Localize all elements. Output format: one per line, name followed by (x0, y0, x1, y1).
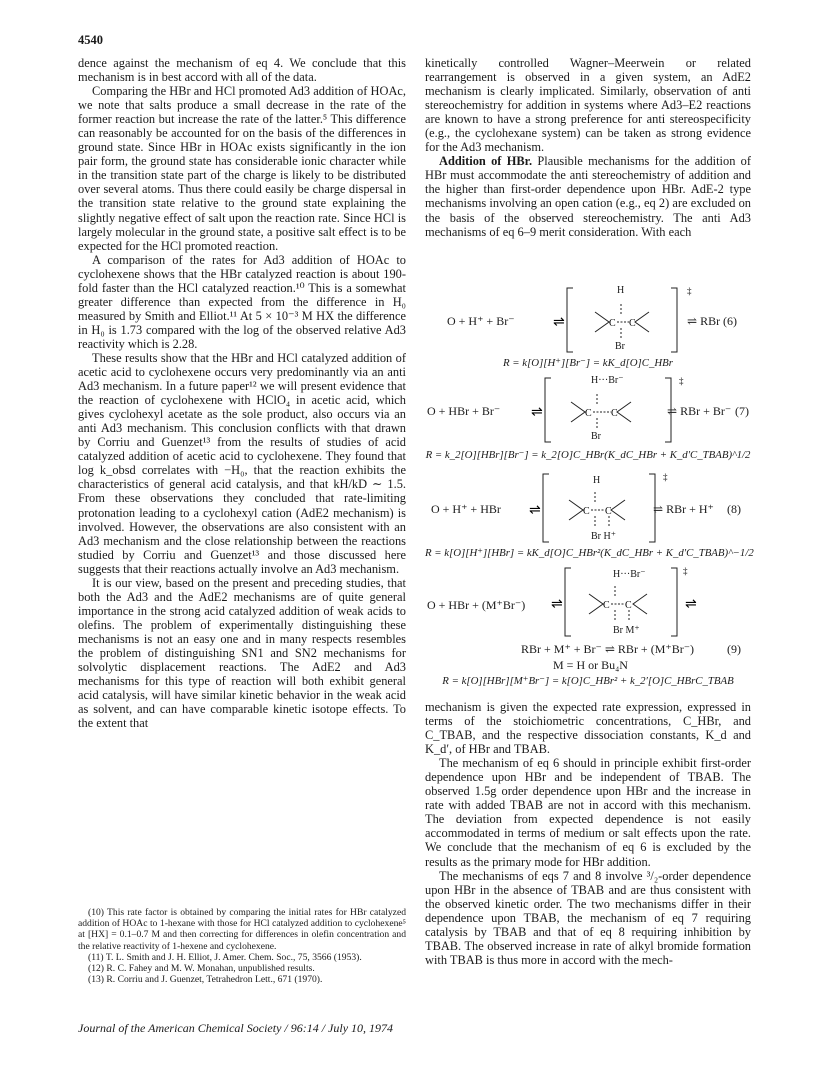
eq8-product-text: RBr + H⁺ (666, 502, 714, 516)
eq6-bottom-atom: Br (615, 341, 625, 352)
svg-text:‡: ‡ (679, 376, 684, 386)
left-column (78, 56, 406, 730)
svg-text:‡: ‡ (687, 286, 692, 296)
right-paragraph-5: The mechanisms of eqs 7 and 8 involve ³/₂-order dependence upon HBr in the absence of TBAB and are thus consistent with the observed kinetic order. The two mechanisms differ in their dependence upon TBAB, the mechanism of eq 7 requiring catalysis by TBAB and that of eq 8 requiring inhibition by TBAB. The observed increase in rate of alkyl bromide formation with TBAB is thus more in accord with the mech- (425, 868, 751, 967)
svg-text:C: C (605, 506, 612, 517)
section-heading-addition-of-hbr: Addition of HBr. (439, 154, 533, 169)
svg-text:C: C (603, 600, 610, 611)
eq7-products: ⇌ RBr + Br⁻ (667, 404, 732, 418)
eq9-line3: M = H or Bu₄N (553, 658, 628, 672)
eq6-product-text: RBr (700, 314, 721, 328)
eq7-top-atom: H···Br⁻ (591, 375, 624, 386)
eq6-rate-law: R = k[O][H⁺][Br⁻] = kK_d[O]C_HBr (503, 357, 673, 369)
right-paragraph-1: kinetically controlled Wagner–Meerwein or related rearrangement is observed in a given system, an AdE2 mechanism is clearly implicated. Similarly, observation of anti stereochemistry for addition in systems where Ad3–E2 reactions are known to have a strong preference for anti stereospecificity (e.g., the cyclohexane system) can be taken as strong evidence for the Ad3 mechanism. (425, 56, 751, 155)
footnote-11: (11) T. L. Smith and J. H. Elliot, J. Amer. Chem. Soc., 75, 3566 (1953). (88, 951, 362, 963)
eq7-bottom-atom: Br (591, 431, 601, 442)
eq9-rate-law: R = k[O][HBr][M⁺Br⁻] = k[O]C_HBr² + k_2′[O]C_HBrC_TBAB (442, 675, 734, 687)
eq8-number: (8) (727, 502, 741, 516)
left-paragraph-1: dence against the mechanism of eq 4. We conclude that this mechanism is in best accord with all of the data. (78, 56, 406, 85)
eq6-top-atom: H (617, 285, 625, 296)
eq8-products: ⇌ RBr + H⁺ (653, 502, 714, 516)
footnote-13: (13) R. Corriu and J. Guenzet, Tetrahedron Lett., 671 (1970). (88, 974, 323, 986)
left-paragraph-4: These results show that the HBr and HCl catalyzed addition of acetic acid to cyclohexene occurs very predominantly via an anti Ad3 mechanism. In a future paper¹² we will present evidence that the reaction of cyclohexene with HClO₄ in acetic acid, which gives cyclohexyl acetate as the sole product, also occurs via an anti Ad3 mechanism. This conclusion conflicts with that drawn by Corriu and Guenzet¹³ from the results of studies of acid catalyzed addition of acetic acid to cyclohexene. They found that log k_obsd correlates with −H₀, that the reaction exhibits the characteristics of general acid catalysis, and that kH/kD ∼ 1.5. From these observations they concluded that rate-limiting protonation leading to a cyclohexyl cation (AdE2 mechanism) is involved. However, the observations are also consistent with an Ad3 mechanism and the close relationship between the reactions studied by Corriu and Guenzet¹³ and those discussed here suggests that their reactions actually involve an Ad3 mechanism. (78, 350, 406, 576)
footnote-10: (10) This rate factor is obtained by comparing the initial rates for HBr catalyzed addition of HOAc to 1-hexane with those for HCl catalyzed addition to cyclohexene⁵ at [HX] = 0.1–0.7 M and then correcting for differences in olefin concentration and the relative reactivity of 1-hexene and cyclohexene. (78, 907, 406, 952)
eq8-rate-law: R = k[O][H⁺][HBr] = kK_d[O]C_HBr²(K_dC_HBr + K_d′C_TBAB)^−1/2 (425, 547, 754, 559)
right-column-bottom (425, 700, 751, 967)
right-paragraph-4: The mechanism of eq 6 should in principle exhibit first-order dependence upon HBr and be independent of TBAB. The observed 1.5g order dependence upon HBr and the increase in rate with added TBAB are not in accord with this mechanism. The deviation from expected dependence is not easily accommodated in terms of medium or salt effects upon the rate. We conclude that the mechanism of eq 6 is excluded by the results as the primary mode for HBr addition. (425, 756, 751, 869)
svg-text:C: C (625, 600, 632, 611)
left-paragraph-5: It is our view, based on the present and preceding studies, that both the Ad3 and the AdE2 mechanisms are of quite general importance in the strong acid catalyzed addition of weak acids to olefins. The problem of experimentally distinguishing these mechanisms is not an easy one and in many respects resembles the problem of distinguishing SN1 and SN2 mechanisms for solvolytic displacement reactions. The AdE2 and Ad3 mechanisms for this type of reaction will both exhibit general acid catalysis, will have similar kinetic behavior in the weak acid as solvent, and can have comparable kinetic isotope effects. To the extent that (78, 575, 406, 731)
left-paragraph-2: Comparing the HBr and HCl promoted Ad3 addition of HOAc, we note that salts produce a small decrease in the rate of the former reaction but increase the rate of the latter.⁵ This difference can reasonably be accounted for on the basis of the differences in ground state. Since HBr in HOAc exists significantly in the ion pair form, the ground state has considerable ionic character while in the transition state part of the charge is likely to be distributed over several atoms. Thus there could easily be charge dispersal in the transition state relative to the ground state explaining the slightly negative effect of salt upon the reaction rate. Since HCl is largely molecular in the ground state, a positive salt effect is to be expected for the HCl promoted reaction. (78, 84, 406, 253)
svg-text:C: C (629, 318, 636, 329)
eq9-line2: RBr + M⁺ + Br⁻ ⇌ RBr + (M⁺Br⁻) (521, 642, 695, 656)
eq9-bottom-atom: Br M⁺ (613, 625, 640, 636)
eq6-products: ⇌ RBr (687, 314, 721, 328)
eq7-reactants: O + HBr + Br⁻ (427, 404, 501, 418)
svg-text:C: C (583, 506, 590, 517)
right-paragraph-3: mechanism is given the expected rate expression, expressed in terms of the stoichiometric concentrations, C_HBr, and C_TBAB, and the respective dissociation constants, K_d and K_d′, of HBr and TBAB. (425, 700, 751, 757)
equations-block (425, 280, 754, 700)
svg-text:⇌: ⇌ (529, 502, 541, 518)
right-paragraph-2 (425, 154, 751, 238)
svg-text:⇌: ⇌ (685, 596, 697, 612)
svg-text:⇌: ⇌ (553, 314, 565, 330)
eq9-reactants: O + HBr + (M⁺Br⁻) (427, 598, 526, 612)
svg-text:⇌: ⇌ (531, 404, 543, 420)
right-column-top (425, 56, 751, 239)
eq6-number: (6) (723, 314, 737, 328)
journal-citation: Journal of the American Chemical Society / 96:14 / July 10, 1974 (78, 1021, 394, 1035)
page-number: 4540 (78, 33, 103, 47)
eq9-top-atom: H···Br⁻ (613, 569, 646, 580)
eq7-rate-law: R = k_2[O][HBr][Br⁻] = k_2[O]C_HBr(K_dC_HBr + K_d′C_TBAB)^1/2 (425, 449, 751, 461)
right-paragraph-2-body: Plausible mechanisms for the addition of HBr must accommodate the anti stereochemistry of addition and the higher than first-order dependence upon HBr. AdE-2 type mechanisms involving an open cation (e.g., eq 2) are excluded on the basis of the observed stereochemistry. The anti Ad3 mechanisms of eq 6–9 merit consideration. With each (425, 154, 751, 239)
svg-text:C: C (585, 408, 592, 419)
footnote-12: (12) R. C. Fahey and M. W. Monahan, unpublished results. (88, 963, 315, 975)
svg-text:‡: ‡ (663, 472, 668, 482)
eq8-bottom-atom: Br H⁺ (591, 531, 616, 542)
eq9-number: (9) (727, 642, 741, 656)
eq8-reactants: O + H⁺ + HBr (431, 502, 501, 516)
footnotes (78, 907, 406, 985)
eq7-product-text: RBr + Br⁻ (680, 404, 732, 418)
eq6-reactants: O + H⁺ + Br⁻ (447, 314, 515, 328)
eq8-top-atom: H (593, 475, 601, 486)
svg-text:⇌: ⇌ (551, 596, 563, 612)
svg-text:C: C (609, 318, 616, 329)
svg-text:‡: ‡ (683, 566, 688, 576)
svg-text:C: C (611, 408, 618, 419)
eq7-number: (7) (735, 404, 749, 418)
left-paragraph-3: A comparison of the rates for Ad3 addition of HOAc to cyclohexene shows that the HBr catalyzed reaction is about 190-fold faster than the HCl catalyzed reaction.¹⁰ This is a somewhat greater difference than expected from the difference in H₀ measured by Smith and Elliot.¹¹ At 5 × 10⁻³ M HX the difference in H₀ is 1.73 compared with the log of the observed relative Ad3 reactivity which is 2.28. (78, 252, 406, 351)
